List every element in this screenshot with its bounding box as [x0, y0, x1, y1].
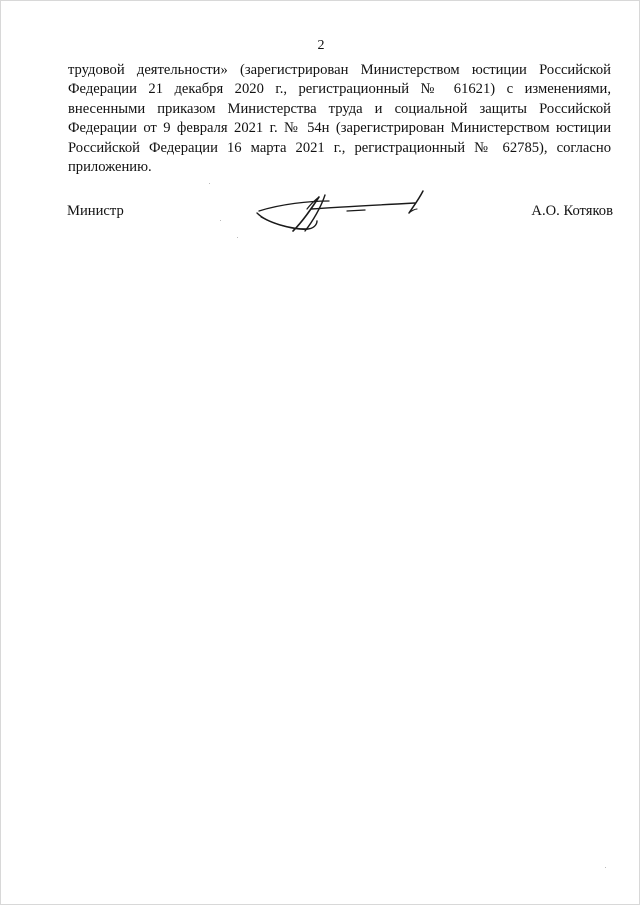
scan-speck [605, 867, 606, 868]
body-line: внесенными приказом Министерства труда и социальной защиты Российской [68, 100, 611, 117]
page-number: 2 [317, 38, 325, 53]
handwritten-signature-icon [247, 187, 447, 245]
signature-block [67, 199, 613, 249]
body-line: Российской Федерации 16 марта 2021 г., регистрационный № 62785), согласно [68, 139, 611, 156]
signatory-name: А.О. Котяков [531, 203, 613, 219]
body-line: Федерации от 9 февраля 2021 г. № 54н (зарегистрирован Министерством юстиции [68, 120, 611, 137]
scan-speck [220, 220, 221, 221]
body-line: Федерации 21 декабря 2020 г., регистрационный № 61621) с изменениями, [68, 81, 611, 98]
body-line: приложению. [68, 158, 152, 175]
body-line: трудовой деятельности» (зарегистрирован Министерством юстиции Российской [68, 62, 611, 78]
scan-speck [237, 237, 238, 238]
scan-speck [209, 183, 210, 184]
body-paragraph [68, 61, 611, 177]
signatory-title: Министр [67, 203, 124, 219]
